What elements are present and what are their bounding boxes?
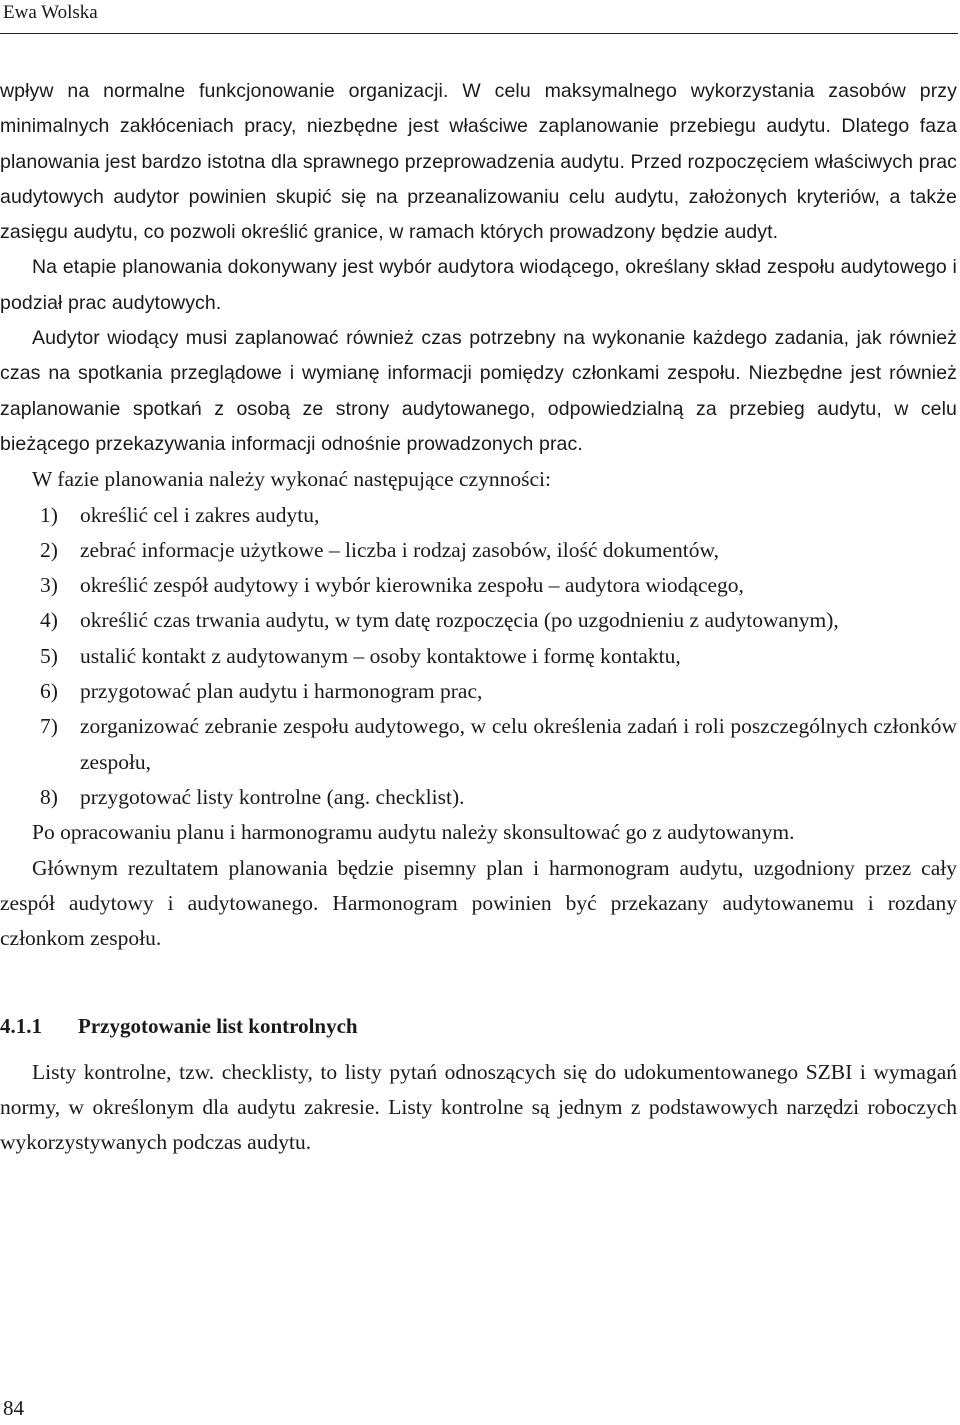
page-number: 84 [3,1396,24,1420]
paragraph-planning-result: Głównym rezultatem planowania będzie pisemny plan i harmonogram audytu, uzgodniony przez cały zespół audytowy i audytowanego. Harmonogram powinien być przekazany audytowanemu i rozdany członkom zespołu. [0,855,957,951]
list-item-number: 5) [40,643,58,668]
list-item [0,533,957,568]
page-content [0,74,957,1161]
list-item-text: określić cel i zakres audytu, [80,502,320,527]
list-item-text: przygotować listy kontrolne (ang. checklist). [80,784,465,809]
list-item-number: 1) [40,502,58,527]
list-item [0,568,957,603]
paragraph-lead-auditor-selection: Na etapie planowania dokonywany jest wybór audytora wiodącego, określany skład zespołu audytowego i podział prac audytowych. [0,256,957,314]
page-header [0,0,960,36]
list-item-text: ustalić kontakt z audytowanym – osoby kontaktowe i formę kontaktu, [80,643,681,668]
header-divider [0,33,958,34]
list-item-number: 4) [40,608,58,633]
section-heading [0,1009,957,1044]
planning-steps-list [0,498,957,816]
list-item [0,780,957,815]
list-item-text: określić czas trwania audytu, w tym datę rozpoczęcia (po uzgodnieniu z audytowanym), [80,608,839,633]
list-item-number: 7) [40,714,58,739]
paragraph-checklists: Listy kontrolne, tzw. checklisty, to listy pytań odnoszących się do udokumentowanego SZBI i wymagań normy, w określonym dla audytu zakresie. Listy kontrolne są jednym z podstawowych narzędzi roboczych wykorzystywanych podczas audytu. [0,1059,957,1155]
list-item-number: 6) [40,679,58,704]
list-item-text: przygotować plan audytu i harmonogram prac, [80,679,483,704]
section-title: Przygotowanie list kontrolnych [78,1014,358,1039]
list-item-number: 2) [40,537,58,562]
list-item [0,603,957,638]
running-header-author: Ewa Wolska [3,2,98,23]
paragraph-consultation: Po opracowaniu planu i harmonogramu audytu należy skonsultować go z audytowanym. [32,820,795,845]
list-item-number: 3) [40,573,58,598]
list-item-text: zorganizować zebranie zespołu audytowego, w celu określenia zadań i roli poszczególnych członków zespołu, [80,714,957,774]
list-item [0,709,957,780]
paragraph-planning-intro: wpływ na normalne funkcjonowanie organizacji. W celu maksymalnego wykorzystania zasobów przy minimalnych zakłóceniach pracy, niezbędne jest właściwe zaplanowanie przebiegu audytu. Dlatego faza planowania jest bardzo istotna dla sprawnego przeprowadzenia audytu. Przed rozpoczęciem właściwych prac audytowych audytor powinien skupić się na przeanalizowaniu celu audytu, założonych kryteriów, a także zasięgu audytu, co pozwoli określić granice, w ramach których prowadzony będzie audyt. [0,80,957,244]
section-number: 4.1.1 [0,1014,42,1039]
list-item-number: 8) [40,784,58,809]
paragraph-time-planning: Audytor wiodący musi zaplanować również czas potrzebny na wykonanie każdego zadania, jak również czas na spotkania przeglądowe i wymianę informacji pomiędzy członkami zespołu. Niezbędne jest również zaplanowanie spotkań z osobą ze strony audytowanego, odpowiedzialną za przebieg audytu, w celu bieżącego przekazywania informacji odnośnie prowadzonych prac. [0,327,957,455]
list-item [0,639,957,674]
list-item [0,498,957,533]
list-item-text: określić zespół audytowy i wybór kierownika zespołu – audytora wiodącego, [80,573,744,598]
list-item-text: zebrać informacje użytkowe – liczba i rodzaj zasobów, ilość dokumentów, [80,537,719,562]
paragraph-list-intro: W fazie planowania należy wykonać następujące czynności: [32,467,551,492]
list-item [0,674,957,709]
